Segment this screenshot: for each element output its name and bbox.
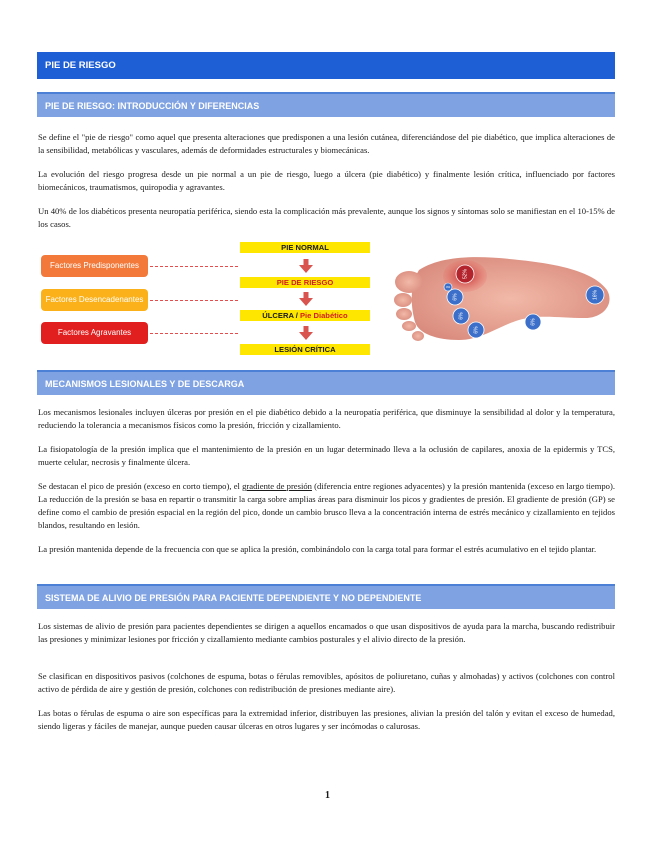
page-title: PIE DE RIESGO	[45, 60, 116, 71]
pressure-percent-label: 16%	[592, 289, 599, 301]
paragraph	[38, 480, 615, 532]
pressure-node	[525, 314, 541, 330]
pressure-node	[444, 283, 452, 291]
paragraph: La fisiopatología de la presión implica que el mantenimiento de la presión en un lugar determinado lleva a la oclusión de capilares, anoxia de la epidermis y TCS, muerte celular, necrosis y finalmente úlcera.	[38, 444, 615, 467]
factor-desencadenantes: Factores Desencadenantes	[41, 289, 148, 311]
stage-pie-de-riesgo: PIE DE RIESGO	[240, 277, 370, 288]
pressure-percent-label: 6%	[458, 312, 465, 320]
section-title: SISTEMA DE ALIVIO DE PRESIÓN PARA PACIENTE DEPENDIENTE Y NO DEPENDIENTE	[45, 592, 422, 603]
section-title: MECANISMOS LESIONALES Y DE DESCARGA	[45, 378, 245, 389]
down-arrow-icon	[299, 259, 313, 273]
toe	[396, 308, 412, 320]
stage-lesion-critica: LESIÓN CRÍTICA	[240, 344, 370, 355]
pressure-percent-label: 52%	[462, 268, 469, 280]
connector-line	[150, 333, 238, 334]
toe	[394, 293, 412, 307]
page-title-bar	[37, 52, 615, 79]
pressure-node	[586, 286, 604, 304]
paragraph: Las botas o férulas de espuma o aire son específicas para la extremidad inferior, distribuyen las presiones, alivian la presión del talón y evitan el exceso de humedad, siendo ligeras y fáciles de manejar, aunque pueden causar úlceras en otros lugares y ser incómodas o calurosas.	[38, 708, 615, 731]
underlined-term: gradiente de presión	[242, 481, 312, 491]
down-arrow-icon	[299, 292, 313, 306]
paragraph: Se define el "pie de riesgo" como aquel que presenta alteraciones que predisponen a una lesión cutánea, diferenciándose del pie diabético, que implica alteraciones de la sensibilidad, metabólicas y vasculares, además de deformidades estructurales y biomecánicas.	[38, 132, 615, 155]
stage-pie-diabetico-label: Pie Diabético	[297, 311, 348, 320]
connector-line	[150, 300, 238, 301]
stage-ulcera	[240, 310, 370, 321]
pressure-percent-label: 6%	[530, 318, 537, 326]
section-heading-alivio	[37, 584, 615, 609]
paragraph: La evolución del riesgo progresa desde un pie normal a un pie de riesgo, luego a úlcera (pie diabético) y finalmente lesión crítica, influenciado por factores biomecánicos, traumatismos, quiropodia y agravantes.	[38, 169, 615, 192]
pressure-percent-label: 6%	[452, 293, 459, 301]
section-title: PIE DE RIESGO: INTRODUCCIÓN Y DIFERENCIAS	[45, 100, 260, 111]
pressure-node	[453, 308, 469, 324]
pressure-node	[447, 289, 463, 305]
factor-agravantes: Factores Agravantes	[41, 322, 148, 344]
section-heading-intro	[37, 92, 615, 117]
pressure-node	[456, 265, 474, 283]
paragraph-text: Se destacan el pico de presión (exceso en corto tiempo), el	[38, 481, 243, 491]
pressure-percent-label: 4%	[445, 284, 451, 289]
toe	[412, 331, 424, 341]
foot-pressure-illustration	[389, 242, 615, 362]
big-toe	[395, 271, 423, 293]
paragraph: Los mecanismos lesionales incluyen úlceras por presión en el pie diabético debido a la neuropatía periférica, que disminuye la sensibilidad al dolor y la temperatura, reduciendo la tolerancia a mecanismos físicos como la presión, fricción y cizallamiento.	[38, 407, 615, 430]
pressure-node	[468, 322, 484, 338]
connector-line	[150, 266, 238, 267]
pressure-percent-label: 6%	[473, 326, 480, 334]
toe	[402, 321, 416, 331]
stage-pie-normal: PIE NORMAL	[240, 242, 370, 253]
paragraph: La presión mantenida depende de la frecuencia con que se aplica la presión, combinándolo con la carga total para formar el estrés acumulativo en el tejido plantar.	[38, 544, 597, 554]
page-number: 1	[325, 790, 330, 801]
stage-ulcera-label: ÚLCERA /	[262, 311, 298, 320]
paragraph: Un 40% de los diabéticos presenta neuropatía periférica, siendo esta la complicación más prevalente, aunque los signos y síntomas solo se manifiestan en el 10-15% de los casos.	[38, 206, 615, 229]
foot-sole-shape	[412, 257, 610, 340]
paragraph-text: (diferencia entre regiones adyacentes) y la presión mantenida (exceso en largo tiempo). La reducción de la presión se basa en repartir o transmitir la carga sobre amplias áreas para disminuir los picos y gradientes de presión. El gradiente de presión (GP) se define como el cambio de presión espacial en la región del pico, donde un cambio brusco lleva a la concentración interna de estrés mecánico y cizallamiento en tejidos blandos, resultando en lesión.	[38, 481, 615, 530]
down-arrow-icon	[299, 326, 313, 340]
factor-predisponentes: Factores Predisponentes	[41, 255, 148, 277]
section-heading-mecanismos	[37, 370, 615, 395]
paragraph: Se clasifican en dispositivos pasivos (colchones de espuma, botas o férulas removibles, apósitos de poliuretano, cuñas y almohadas) y activos (colchones con control activo de pérdida de aire y gestión de presión, colchones con redistribución de presiones mediante aire).	[38, 671, 615, 694]
paragraph: Los sistemas de alivio de presión para pacientes dependientes se dirigen a aquellos encamados o que usan dispositivos de ayuda para la marcha, buscando redistribuir las presiones y minimizar lesiones por fricción y cizallamiento mediante cambios posturales y el alivio directo de la presión.	[38, 621, 615, 644]
